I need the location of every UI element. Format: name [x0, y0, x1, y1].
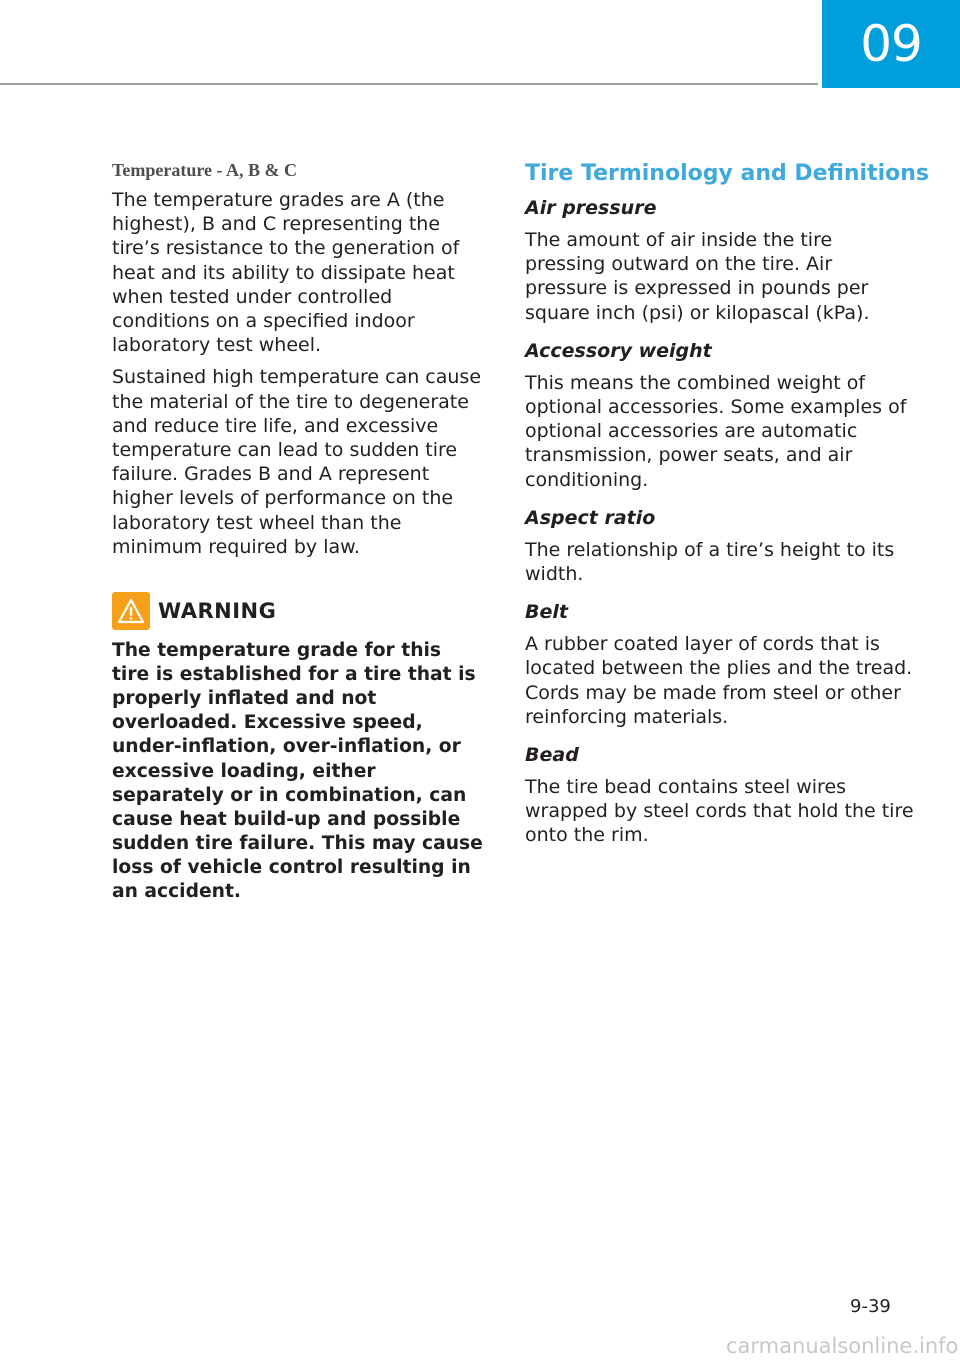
page-number: 9-39	[850, 1296, 891, 1317]
warning-header	[112, 591, 484, 631]
term-heading: Aspect ratio	[525, 506, 656, 529]
section-heading: Temperature - A, B & C	[112, 160, 297, 180]
header-rule	[0, 83, 818, 85]
paragraph: The temperature grades are A (the highest), B and C representing the tire’s resistance to the generation of heat and its ability to dissipate heat when tested under controlled conditions on a specified indoor laboratory test wheel.	[112, 189, 460, 357]
warning-box	[112, 591, 484, 904]
term-definition: The tire bead contains steel wires wrapped by steel cords that hold the tire onto the rim.	[525, 776, 914, 847]
term-heading: Bead	[525, 744, 579, 767]
right-column	[525, 158, 930, 862]
paragraph: Sustained high temperature can cause the material of the tire to degenerate and reduce tire life, and excessive temperature can lead to sudden tire failure. Grades B and A represent higher levels of performance on the laboratory test wheel than the minimum required by law.	[112, 366, 482, 558]
term-heading: Air pressure	[525, 197, 657, 219]
warning-triangle-icon	[112, 592, 150, 630]
warning-text: The temperature grade for this tire is established for a tire that is properly inflated and not overloaded. Excessive speed, under-inflation, over-inflation, or excessive loading, either separately or in combination, can cause heat build-up and possible sudden tire failure. This may cause loss of vehicle control resulting in an accident.	[112, 640, 483, 902]
chapter-tab: 09	[822, 0, 960, 88]
term-definition: The amount of air inside the tire pressing outward on the tire. Air pressure is expressed in pounds per square inch (psi) or kilopascal (kPa).	[525, 229, 870, 324]
term-definition: A rubber coated layer of cords that is located between the plies and the tread. Cords may be made from steel or other reinforcing materials.	[525, 633, 913, 728]
term-heading: Accessory weight	[525, 339, 712, 362]
section-title: Tire Terminology and Definitions	[525, 161, 930, 186]
warning-title: WARNING	[158, 599, 277, 624]
term-heading: Belt	[525, 601, 568, 624]
term-definition: This means the combined weight of optional accessories. Some examples of optional accessories are automatic transmission, power seats, and air conditioning.	[525, 371, 907, 491]
term-definition: The relationship of a tire’s height to its width.	[525, 538, 895, 586]
left-column	[112, 158, 484, 904]
watermark: carmanualsonline.info	[726, 1334, 959, 1358]
